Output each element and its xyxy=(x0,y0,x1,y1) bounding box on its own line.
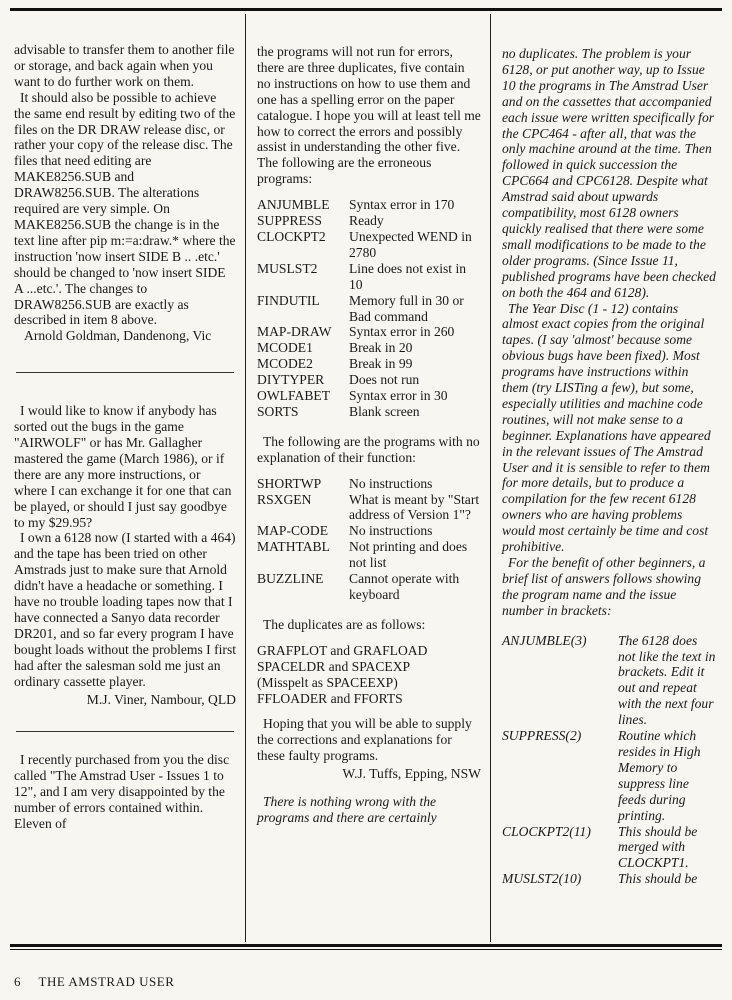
col3-paragraph-3: For the benefit of other beginners, a brief list of answers follows showing the program name and the issue number in brackets: xyxy=(502,555,706,618)
error-row xyxy=(257,388,481,404)
program-name: SHORTWP xyxy=(257,475,322,491)
program-description: No instructions xyxy=(349,475,433,491)
program-description: Line does not exist in 10 xyxy=(349,260,467,292)
error-row xyxy=(257,293,481,325)
column-1 xyxy=(14,42,236,832)
program-description: Syntax error in 30 xyxy=(349,388,448,404)
program-name: FINDUTIL xyxy=(257,292,320,308)
duplicate-item: (Misspelt as SPACEEXP) xyxy=(257,674,398,690)
letter-divider-2 xyxy=(16,731,234,732)
program-name: BUZZLINE xyxy=(257,571,324,587)
program-description: This should be xyxy=(618,871,698,887)
magazine-name: THE AMSTRAD USER xyxy=(38,974,175,989)
program-name: CLOCKPT2 xyxy=(257,228,326,244)
program-description: Routine which resides in High Memory to suppress line feeds during printing. xyxy=(618,728,701,823)
program-name: MCODE1 xyxy=(257,340,313,356)
letter2-signature: M.J. Viner, Nambour, QLD xyxy=(86,691,236,707)
program-description: No instructions xyxy=(349,523,433,539)
program-name: ANJUMBLE(3) xyxy=(502,632,587,648)
answers-table xyxy=(502,633,717,888)
program-name: SUPPRESS(2) xyxy=(502,728,582,744)
noexplanation-table xyxy=(257,476,481,603)
error-row xyxy=(257,372,481,388)
program-description: What is meant by "Start address of Version 1"? xyxy=(349,491,480,523)
program-name: MUSLST2 xyxy=(257,260,318,276)
letter1-paragraph-2: It should also be possible to achieve the same end result by editing two of the files on the DR DRAW release disc, or rather your copy of the release disc. The files that need editing are MAKE8256.SUB and DRAW8256.SUB. The alterations required are very simple. On MAKE8256.SUB the change is in the text line after pip m:=a:draw.* where the instruction 'now insert SIDE B .. .etc.' should be changed to 'now insert SIDE A ...etc.'. The changes to DRAW8256.SUB are exactly as described in item 8 above. xyxy=(14,89,236,328)
column-divider-2 xyxy=(490,14,491,942)
error-table xyxy=(257,197,481,420)
page-number: 6 xyxy=(14,974,21,989)
error-row xyxy=(257,229,481,261)
error-row xyxy=(257,324,481,340)
answer-row xyxy=(502,633,717,728)
column-2 xyxy=(257,44,481,826)
noexplanation-row xyxy=(257,539,481,571)
error-row xyxy=(257,404,481,420)
col2-paragraph-3: The duplicates are as follows: xyxy=(263,616,426,632)
program-description: Blank screen xyxy=(349,403,420,419)
letter2-paragraph-2: I own a 6128 now (I started with a 464) and the tape has been tried on other Amstrads just to make sure that Arnold didn't have a headache or something. I have no trouble loading tapes now that I have connected a Sanyo data recorder DR201, and so far every program I have bought loads without the problems I first had after the salesman sold me just an ordinary cassette player. xyxy=(14,530,237,689)
top-rule xyxy=(10,8,722,11)
noexplanation-row xyxy=(257,523,481,539)
program-description: Memory full in 30 or Bad command xyxy=(349,292,464,324)
answer-row xyxy=(502,728,717,823)
duplicate-item: FFLOADER and FFORTS xyxy=(257,690,403,706)
letter1-signature: Arnold Goldman, Dandenong, Vic xyxy=(24,328,212,344)
page-footer xyxy=(14,974,174,990)
program-name: MAP-DRAW xyxy=(257,324,332,340)
letter1-paragraph-1: advisable to transfer them to another file or storage, and back again when you want to do further work on them. xyxy=(14,42,235,89)
column-3 xyxy=(502,46,717,887)
letter3-paragraph-1: I recently purchased from you the disc called "The Amstrad User - Issues 1 to 12", and I am very disappointed by the number of errors contained within. Eleven of xyxy=(14,752,230,832)
program-description: Break in 20 xyxy=(349,340,413,356)
error-row xyxy=(257,213,481,229)
program-description: The 6128 does not like the text in brackets. Edit it out and repeat with the next four lines. xyxy=(618,632,716,728)
program-name: OWLFABET xyxy=(257,388,330,404)
program-name: RSXGEN xyxy=(257,491,312,507)
answer-row xyxy=(502,824,717,872)
program-name: MAP-CODE xyxy=(257,523,328,539)
noexplanation-row xyxy=(257,571,481,603)
program-name: MUSLST2(10) xyxy=(502,871,582,887)
program-description: Cannot operate with keyboard xyxy=(349,571,460,602)
col3-paragraph-1: no duplicates. The problem is your 6128, or put another way, up to Issue 10 the programs in The Amstrad User and on the cassettes that accompanied each issue were written specifically for the CPC464 - after all, that was the only machine around at the time. Then followed in quick succession the CPC664 and CPC6128. Despite what Amstrad said about upwards compatibility, most 6128 owners quickly realised that there were some small modifications to be made to the older programs. (Since Issue 11, published programs have been checked on both the 464 and 6128). xyxy=(502,46,716,300)
program-description: Does not run xyxy=(349,372,420,388)
duplicate-item: SPACELDR and SPACEXP xyxy=(257,658,411,674)
program-name: CLOCKPT2(11) xyxy=(502,823,591,839)
program-description: Syntax error in 260 xyxy=(349,324,455,340)
letter2-paragraph-1: I would like to know if anybody has sorted out the bugs in the game "AIRWOLF" or has Mr. Gallagher mastered the game (March 1986), or if there are any more instructions, or where I can exchange it for one that can be played, or should I just say goodbye to my $29.95? xyxy=(14,403,232,530)
error-row xyxy=(257,261,481,293)
error-row xyxy=(257,356,481,372)
col2-paragraph-2: The following are the programs with no explanation of their function: xyxy=(257,433,480,465)
letter-divider-1 xyxy=(16,372,234,373)
program-name: DIYTYPER xyxy=(257,372,325,388)
program-name: SORTS xyxy=(257,403,299,419)
col2-paragraph-4: Hoping that you will be able to supply the corrections and explanations for these faulty programs. xyxy=(257,716,472,764)
program-description: Break in 99 xyxy=(349,356,413,372)
col3-paragraph-2: The Year Disc (1 - 12) contains almost exact copies from the original tapes. (I say 'almost' because some obvious bugs have been fixed). Most programs have instructions within them (try LISTing a few), but some, especially utilities and machine code routines, will not make sense to a beginner. Explanations have appeared in the relevant issues of The Amstrad User and it is sensible to refer to them for more details, but to produce a compilation for the few recent 6128 owners who are having problems would most certainly be time and cost prohibitive. xyxy=(502,300,711,555)
program-description: Syntax error in 170 xyxy=(349,197,455,213)
program-name: MCODE2 xyxy=(257,356,313,372)
program-description: Ready xyxy=(349,213,384,229)
reply-start: There is nothing wrong with the programs and there are certainly xyxy=(257,794,437,825)
error-row xyxy=(257,197,481,213)
program-description: This should be merged with CLOCKPT1. xyxy=(618,823,698,871)
noexplanation-row xyxy=(257,476,481,492)
duplicates-list xyxy=(257,643,481,707)
noexplanation-row xyxy=(257,492,481,524)
bottom-rule-thin xyxy=(10,949,722,950)
col2-signature: W.J. Tuffs, Epping, NSW xyxy=(342,766,481,782)
program-name: ANJUMBLE xyxy=(257,197,330,213)
program-description: Unexpected WEND in 2780 xyxy=(349,228,472,260)
program-name: SUPPRESS xyxy=(257,213,322,229)
program-description: Not printing and does not list xyxy=(349,539,468,571)
error-row xyxy=(257,340,481,356)
answer-row xyxy=(502,871,717,887)
program-name: MATHTABL xyxy=(257,539,330,555)
column-divider-1 xyxy=(245,14,246,942)
duplicate-item: GRAFPLOT and GRAFLOAD xyxy=(257,642,428,658)
bottom-rule xyxy=(10,944,722,947)
col2-paragraph-1: the programs will not run for errors, there are three duplicates, five contain no instructions on how to use them and one has a spelling error on the paper catalogue. I hope you will at least tell me how to correct the errors and possibly assist in understanding the other five. The following are the erroneous programs: xyxy=(257,44,481,187)
